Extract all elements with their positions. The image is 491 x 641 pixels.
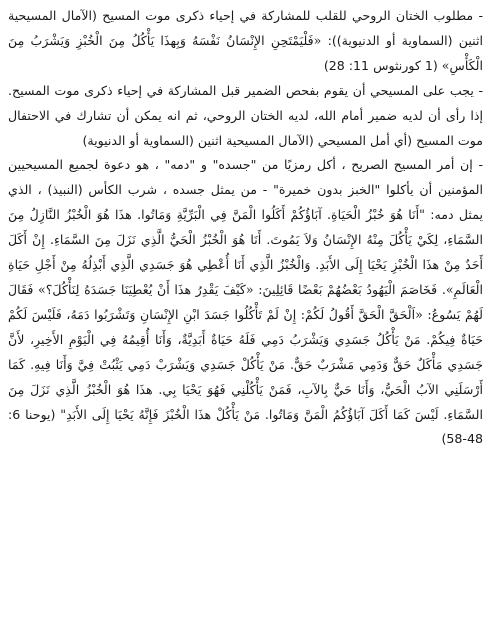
paragraph-examination-of-conscience <box>8 79 483 154</box>
paragraph-text: - يجب على المسيحي أن يقوم بفحص الضمير قبل المشاركة في إحياء ذكرى موت المسيح. إذا رأى أن لديه ضمير أمام الله، لديه الختان الروحي، ثم انه يمكن أن تشارك في الاحتفال موت المسيح (أي أمل المسيحي (الآمال المسيحية اثنين (السماوية أو الدنيوية) <box>8 82 483 148</box>
scripture-quote: "أَنَا هُوَ خُبْزُ الْحَيَاةِ. آبَاؤُكُمْ أَكَلُوا الْمَنَّ فِي الْبَرِّيَّةِ وَمَاتُوا. هذَا هُوَ الْخُبْزُ النَّازِلُ مِنَ السَّمَاءِ، لِكَيْ يَأْكُلَ مِنْهُ الإِنْسَانُ وَلاَ يَمُوتَ. أَنَا هُوَ الْخُبْزُ الْحَيُّ الَّذِي نَزَلَ مِنَ السَّمَاءِ. إِنْ أَكَلَ أَحَدٌ مِنْ هذَا الْخُبْزِ يَحْيَا إِلَى الأَبَدِ. وَالْخُبْزُ الَّذِي أَنَا أُعْطِي هُوَ جَسَدِي الَّذِي أَبْذِلُهُ مِنْ أَجْلِ حَيَاةِ الْعَالَمِ». فَخَاصَمَ الْيَهُودُ بَعْضُهُمْ بَعْضًا قَائِلِينَ: «كَيْفَ يَقْدِرُ هذَا أَنْ يُعْطِيَنَا جَسَدَهُ لِنَأْكُلَ؟» فَقَالَ لَهُمْ يَسُوعُ: «اَلْحَقَّ الْحَقَّ أَقُولُ لَكُمْ: إِنْ لَمْ تَأْكُلُوا جَسَدَ ابْنِ الإِنْسَانِ وَتَشْرَبُوا دَمَهُ، فَلَيْسَ لَكُمْ حَيَاةٌ فِيكُمْ. مَنْ يَأْكُلُ جَسَدِي وَيَشْرَبُ دَمِي فَلَهُ حَيَاةٌ أَبَدِيَّةٌ، وَأَنَا أُقِيمُهُ فِي الْيَوْمِ الأَخِيرِ، لأَنَّ جَسَدِي مَأْكَلٌ حَقٌّ وَدَمِي مَشْرَبٌ حَقٌّ. مَنْ يَأْكُلْ جَسَدِي وَيَشْرَبْ دَمِي يَثْبُتْ فِيَّ وَأَنَا فِيهِ. كَمَا أَرْسَلَنِي الآبُ الْحَيُّ، وَأَنَا حَيٌّ بِالآبِ، فَمَنْ يَأْكُلْنِي فَهُوَ يَحْيَا بِي. هذَا هُوَ الْخُبْزُ الَّذِي نَزَلَ مِنَ السَّمَاءِ. لَيْسَ كَمَا أَكَلَ آبَاؤُكُمُ الْمَنَّ وَمَاتُوا. مَنْ يَأْكُلْ هذَا الْخُبْزَ فَإِنَّهُ يَحْيَا إِلَى الأَبَدِ" <box>8 207 483 422</box>
scripture-quote: «فَلْيَمْتَحِنِ الإِنْسَانُ نَفْسَهُ وَبِهذَا يَأْكُلُ مِنَ الْخُبْزِ وَيَشْرَبُ مِنَ الْكَأْسِ» <box>8 32 483 73</box>
paragraph-christ-command <box>8 153 483 452</box>
scripture-reference: (1 كورنثوس 11: 28) <box>323 57 442 73</box>
paragraph-spiritual-circumcision <box>8 4 483 79</box>
paragraph-text: - إن أمر المسيح الصريح ، أكل رمزيًا من "جسده" و "دمه" ، هو دعوة لجميع المسيحيين المؤمنين أن يأكلوا "الخبز بدون خميرة" - من يمثل جسده ، شرب الكأس (النبيذ) ، الذي يمثل دمه: <box>8 157 483 223</box>
paragraph-text: - مطلوب الختان الروحي للقلب للمشاركة في إحياء ذكرى موت المسيح (الآمال المسيحية اثنين (السماوية أو الدنيوية)): <box>8 8 483 48</box>
scripture-reference: (يوحنا 6: 48-58) <box>8 406 483 447</box>
